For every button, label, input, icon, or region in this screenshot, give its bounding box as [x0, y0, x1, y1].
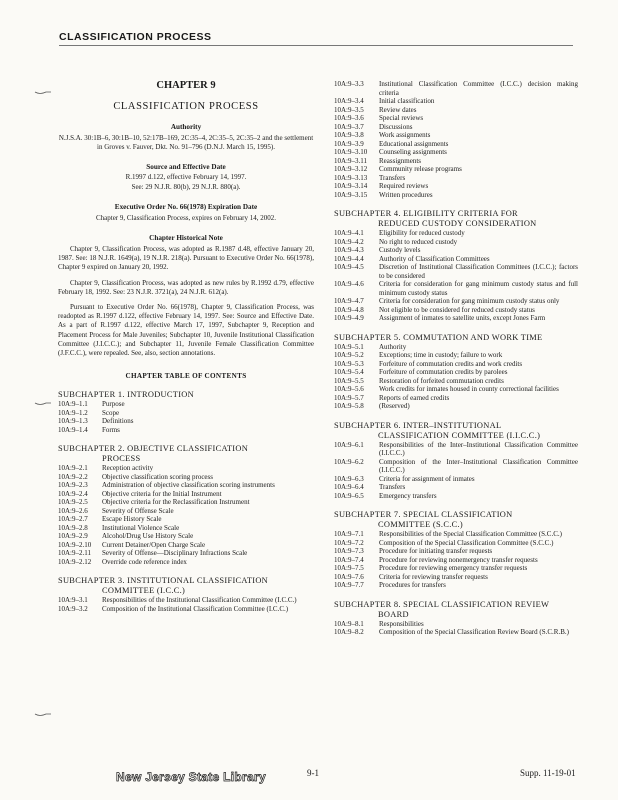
- section-number: 10A:9–6.4: [334, 483, 364, 491]
- section-number: 10A:9–3.4: [334, 97, 364, 105]
- supplement-date: Supp. 11-19-01: [520, 768, 576, 778]
- section-number: 10A:9–2.3: [58, 481, 88, 490]
- section-title: Purpose: [102, 400, 125, 409]
- section-title: Escape History Scale: [102, 515, 162, 524]
- section-number: 10A:9–5.7: [334, 393, 364, 402]
- toc-entry: [334, 539, 578, 548]
- toc-entry: [334, 628, 578, 637]
- section-title: Reassignments: [379, 156, 421, 165]
- section-number: 10A:9–6.5: [334, 491, 364, 500]
- toc-entry: [334, 140, 578, 149]
- section-title: Responsibilities of the Special Classification Committee (S.C.C.): [379, 530, 562, 538]
- section-number: 10A:9–4.8: [334, 305, 364, 314]
- toc-entry: [58, 417, 314, 426]
- toc-entry: [58, 464, 314, 473]
- subchapter-5: [334, 333, 578, 411]
- section-title: Restoration of forfeited commutation credits: [379, 376, 504, 385]
- section-title: Current Detainer/Open Charge Scale: [102, 540, 206, 549]
- section-title: Responsibilities of the Institutional Classification Committee (I.C.C.): [102, 596, 297, 605]
- toc-entry: [334, 573, 578, 582]
- subchapter-heading: [334, 421, 578, 441]
- toc-entry: [334, 80, 578, 97]
- section-number: 10A:9–7.6: [334, 572, 364, 581]
- section-number: 10A:9–2.9: [58, 532, 88, 541]
- toc-entry: [58, 549, 314, 558]
- toc-entry: [334, 547, 578, 556]
- section-number: 10A:9–5.5: [334, 376, 364, 385]
- toc-entry: [58, 541, 314, 550]
- section-title: Scope: [102, 408, 120, 417]
- toc-entry: [58, 490, 314, 499]
- subchapter-heading-line: CLASSIFICATION COMMITTEE (I.I.C.C.): [378, 430, 541, 440]
- section-number: 10A:9–7.5: [334, 564, 364, 572]
- section-title: Override code reference index: [102, 557, 187, 566]
- toc-entry: [58, 605, 314, 614]
- section-number: 10A:9–3.6: [334, 114, 364, 122]
- section-title: (Reserved): [379, 402, 410, 410]
- toc-entry: [334, 191, 578, 200]
- section-title: Administration of objective classification scoring instruments: [102, 481, 275, 490]
- section-number: 10A:9–3.7: [334, 122, 364, 131]
- expiration-text: Chapter 9, Classification Process, expires on February 14, 2002.: [95, 213, 277, 222]
- toc-entry: [334, 314, 578, 323]
- toc-entry: [334, 297, 578, 306]
- library-stamp: New Jersey State Library: [116, 770, 266, 784]
- toc-entry: [58, 481, 314, 490]
- section-title: Responsibilities: [379, 619, 424, 628]
- section-number: 10A:9–3.9: [334, 139, 364, 148]
- toc-entry: [334, 280, 578, 297]
- toc-entry: [58, 409, 314, 418]
- chapter-title: CLASSIFICATION PROCESS: [113, 101, 259, 112]
- history-paragraph: Chapter 9, Classification Process, was adopted as R.1987 d.48, effective January 20, 1987. See: 18 N.J.R. 1649(a), 19 N.J.R. 218(a). Pursuant to Executive Order No. 66(1978), Chapter 9 expired on January 20, 1992.: [58, 245, 314, 272]
- toc-entry: [334, 360, 578, 369]
- section-title: Criteria for assignment of inmates: [379, 474, 475, 483]
- source-line-1: R.1997 d.122, effective February 14, 1997.: [125, 173, 247, 182]
- toc-entry: [334, 306, 578, 315]
- section-title: Objective criteria for the Initial Instrument: [102, 489, 222, 498]
- section-title: Forfeiture of commutation credits and work credits: [379, 359, 523, 368]
- section-number: 10A:9–3.8: [334, 131, 364, 139]
- section-number: 10A:9–3.15: [334, 190, 368, 199]
- toc-entry: [334, 475, 578, 484]
- subchapter-heading-line: PROCESS: [102, 454, 141, 464]
- subchapter-heading-line: SUBCHAPTER 4. ELIGIBILITY CRITERIA FOR: [334, 209, 518, 218]
- section-number: 10A:9–1.4: [58, 425, 88, 434]
- section-number: 10A:9–4.1: [334, 229, 364, 237]
- section-title: Reports of earned credits: [379, 393, 450, 402]
- section-title: Transfers: [379, 483, 406, 491]
- toc-entry: [334, 165, 578, 174]
- header-rule: [59, 45, 573, 46]
- toc-entry: [334, 530, 578, 539]
- toc-entry: [58, 515, 314, 524]
- section-number: 10A:9–3.3: [334, 80, 364, 88]
- subchapter-3-continued: [334, 80, 578, 199]
- section-title: Criteria for reviewing transfer requests: [379, 572, 488, 581]
- section-number: 10A:9–2.2: [58, 472, 88, 481]
- page-number: 9-1: [307, 768, 319, 778]
- section-number: 10A:9–5.6: [334, 385, 364, 393]
- toc-entry: [334, 148, 578, 157]
- section-title: Composition of the Special Classification Review Board (S.C.R.B.): [379, 628, 569, 636]
- subchapter-3: [58, 576, 314, 613]
- toc-title: CHAPTER TABLE OF CONTENTS: [125, 372, 247, 381]
- section-number: 10A:9–4.4: [334, 254, 364, 263]
- section-title: Discretion of Institutional Classification Committees (I.C.C.); factors to be considered: [379, 263, 578, 280]
- section-number: 10A:9–4.7: [334, 297, 364, 305]
- section-title: Severity of Offense Scale: [102, 506, 174, 515]
- subchapter-heading: [334, 209, 578, 229]
- toc-entry: [334, 483, 578, 492]
- source-line-2: See: 29 N.J.R. 80(b), 29 N.J.R. 880(a).: [131, 182, 241, 191]
- section-title: Written procedures: [379, 190, 433, 199]
- section-title: Criteria for consideration for gang minimum custody status and full minimum custody status: [379, 280, 578, 297]
- toc-entry: [58, 507, 314, 516]
- toc-entry: [334, 385, 578, 394]
- toc-entry: [334, 263, 578, 280]
- toc-entry: [58, 400, 314, 409]
- toc-entry: [334, 255, 578, 264]
- section-number: 10A:9–7.1: [334, 530, 364, 538]
- toc-entry: [58, 532, 314, 541]
- section-title: Transfers: [379, 173, 406, 182]
- chapter-number: CHAPTER 9: [156, 80, 216, 91]
- toc-entry: [334, 458, 578, 475]
- history-paragraph: Pursuant to Executive Order No. 66(1978), Chapter 9, Classification Process, was readopted as R.1997 d.122, effective February 14, 1997. See: Source and Effective Date. As a part of R.1997 d.122, effective March 17, 1997, Subchapter 9, Reception and Placement Process for Male Juveniles; Subchapter 10, Juvenile Institutional Classification Committee (J.I.C.C.); and Subchapter 11, Juvenile Female Classification Committee (J.F.C.C.), were repealed. See, also, section annotations.: [58, 303, 314, 358]
- toc-entry: [334, 556, 578, 565]
- section-number: 10A:9–5.3: [334, 359, 364, 368]
- section-title: Procedure for reviewing emergency transfer requests: [379, 564, 528, 572]
- section-title: Reception activity: [102, 464, 154, 473]
- toc-entry: [334, 441, 578, 458]
- section-number: 10A:9–3.13: [334, 173, 368, 182]
- toc-entry: [58, 558, 314, 567]
- running-header: CLASSIFICATION PROCESS: [59, 31, 212, 43]
- toc-entry: [334, 620, 578, 629]
- left-column: [58, 80, 314, 613]
- section-title: Counseling assignments: [379, 148, 447, 156]
- section-number: 10A:9–2.7: [58, 515, 88, 524]
- subchapter-heading-line: COMMITTEE (S.C.C.): [378, 520, 463, 529]
- section-title: Custody levels: [379, 246, 421, 254]
- subchapter-heading-line: SUBCHAPTER 3. INSTITUTIONAL CLASSIFICATION: [58, 576, 269, 586]
- section-title: Eligibility for reduced custody: [379, 229, 465, 237]
- section-number: 10A:9–2.10: [58, 540, 92, 549]
- subchapter-8: [334, 600, 578, 637]
- section-title: Special reviews: [379, 114, 424, 122]
- section-title: Discussions: [379, 122, 413, 131]
- section-title: Alcohol/Drug Use History Scale: [102, 532, 194, 541]
- subchapter-heading: [58, 444, 314, 464]
- section-number: 10A:9–4.6: [334, 280, 364, 288]
- section-number: 10A:9–3.12: [334, 165, 368, 173]
- section-title: Procedures for transfers: [379, 581, 446, 589]
- section-title: Review dates: [379, 105, 417, 114]
- authority-heading: Authority: [170, 123, 202, 131]
- section-number: 10A:9–8.1: [334, 619, 364, 628]
- section-title: Composition of the Inter–Institutional Classification Committee (I.I.C.C.): [379, 457, 578, 474]
- section-number: 10A:9–2.1: [58, 464, 88, 473]
- toc-entry: [334, 123, 578, 132]
- subchapter-heading: [58, 390, 314, 400]
- history-paragraph: Chapter 9, Classification Process, was adopted as new rules by R.1992 d.79, effective February 18, 1992. See: 23 N.J.R. 3721(a), 24 N.J.R. 612(a).: [58, 278, 314, 296]
- toc-entry: [58, 524, 314, 533]
- section-number: 10A:9–2.6: [58, 506, 88, 515]
- section-number: 10A:9–5.8: [334, 402, 364, 410]
- toc-entry: [334, 229, 578, 238]
- section-title: Assignment of inmates to satellite units, except Jones Farm: [379, 314, 546, 322]
- toc-entry: [334, 174, 578, 183]
- authority-text: N.J.S.A. 30:1B–6, 30:1B–10, 52:17B–169, 2C:35–4, 2C:35–5, 2C:35–2 and the settlement in Groves v. Fauver, Dkt. No. 91–796 (D.N.J. March 15, 1995).: [58, 134, 314, 152]
- toc-entry: [334, 106, 578, 115]
- toc-entry: [334, 343, 578, 352]
- subchapter-2: [58, 444, 314, 566]
- history-heading: Chapter Historical Note: [149, 234, 223, 243]
- section-title: Authority: [379, 342, 407, 351]
- left-toc: [58, 390, 314, 613]
- toc-entry: [334, 238, 578, 247]
- section-title: Procedure for reviewing nonemergency transfer requests: [379, 555, 538, 564]
- section-number: 10A:9–5.1: [334, 342, 364, 351]
- subchapter-1: [58, 390, 314, 434]
- subchapter-heading-line: SUBCHAPTER 7. SPECIAL CLASSIFICATION: [334, 510, 513, 519]
- section-number: 10A:9–5.2: [334, 351, 364, 359]
- section-number: 10A:9–7.2: [334, 538, 364, 547]
- section-number: 10A:9–2.11: [58, 549, 91, 558]
- toc-entry: [334, 131, 578, 140]
- section-title: Institutional Classification Committee (I.C.C.) decision making criteria: [379, 80, 578, 97]
- section-title: Criteria for consideration for gang minimum custody status only: [379, 297, 560, 305]
- source-heading: Source and Effective Date: [146, 163, 226, 172]
- section-number: 10A:9–3.10: [334, 148, 368, 156]
- toc-entry: [334, 157, 578, 166]
- section-number: 10A:9–3.2: [58, 604, 88, 613]
- section-title: Procedure for initiating transfer requests: [379, 547, 493, 555]
- section-number: 10A:9–2.4: [58, 489, 88, 498]
- section-title: Definitions: [102, 417, 134, 426]
- toc-entry: [334, 351, 578, 360]
- subchapter-heading-line: SUBCHAPTER 8. SPECIAL CLASSIFICATION REVIEW: [334, 599, 550, 609]
- toc-entry: [334, 581, 578, 590]
- subchapter-heading: [334, 510, 578, 530]
- subchapter-heading: [58, 576, 314, 596]
- section-title: Authority of Classification Committees: [379, 254, 490, 263]
- toc-entry: [58, 596, 314, 605]
- section-title: Work assignments: [379, 131, 431, 139]
- section-title: No right to reduced custody: [379, 237, 458, 246]
- section-title: Objective classification scoring process: [102, 472, 213, 481]
- toc-entry: [334, 246, 578, 255]
- expiration-heading: Executive Order No. 66(1978) Expiration Date: [114, 202, 258, 211]
- section-number: 10A:9–8.2: [334, 628, 364, 636]
- section-number: 10A:9–5.4: [334, 368, 364, 376]
- toc-entry: [58, 426, 314, 435]
- subchapter-heading-line: COMMITTEE (I.C.C.): [102, 586, 186, 596]
- section-title: Initial classification: [379, 97, 435, 105]
- subchapter-6: [334, 421, 578, 501]
- section-number: 10A:9–3.5: [334, 105, 364, 114]
- toc-entry: [58, 498, 314, 507]
- binding-mark-icon: [34, 711, 52, 717]
- subchapter-heading-line: BOARD: [378, 609, 409, 619]
- subchapter-4: [334, 209, 578, 323]
- toc-entry: [334, 394, 578, 403]
- section-title: Required reviews: [379, 182, 429, 190]
- subchapter-7: [334, 510, 578, 590]
- section-number: 10A:9–2.8: [58, 523, 88, 532]
- section-number: 10A:9–6.2: [334, 457, 364, 466]
- toc-entry: [334, 368, 578, 377]
- section-title: Educational assignments: [379, 139, 449, 148]
- section-number: 10A:9–6.3: [334, 474, 364, 483]
- section-title: Emergency transfers: [379, 491, 437, 500]
- section-title: Community release programs: [379, 165, 462, 173]
- section-title: Severity of Offense—Disciplinary Infractions Scale: [102, 549, 248, 558]
- subchapter-heading-line: SUBCHAPTER 6. INTER–INSTITUTIONAL: [334, 420, 502, 430]
- section-title: Forfeiture of commutation credits by parolees: [379, 368, 508, 376]
- right-column: [334, 80, 578, 637]
- toc-entry: [334, 564, 578, 573]
- section-number: 10A:9–4.2: [334, 237, 364, 246]
- subchapter-heading-line: SUBCHAPTER 1. INTRODUCTION: [58, 390, 194, 400]
- section-title: Exceptions; time in custody; failure to work: [379, 351, 503, 359]
- section-title: Responsibilities of the Inter–Institutional Classification Committee (I.I.C.C.): [379, 440, 578, 457]
- section-title: Composition of the Special Classification Committee (S.C.C.): [379, 538, 554, 547]
- section-number: 10A:9–1.1: [58, 400, 88, 409]
- binding-mark-icon: [34, 89, 52, 95]
- section-number: 10A:9–7.7: [334, 581, 364, 589]
- section-number: 10A:9–7.3: [334, 547, 364, 555]
- toc-entry: [334, 114, 578, 123]
- binding-mark-icon: [34, 400, 52, 406]
- subchapter-heading-line: SUBCHAPTER 5. COMMUTATION AND WORK TIME: [334, 332, 543, 342]
- section-number: 10A:9–4.5: [334, 263, 364, 271]
- toc-entry: [334, 182, 578, 191]
- section-number: 10A:9–2.5: [58, 498, 88, 507]
- toc-entry: [334, 97, 578, 106]
- section-title: Composition of the Institutional Classification Committee (I.C.C.): [102, 604, 289, 613]
- section-number: 10A:9–6.1: [334, 440, 364, 449]
- section-number: 10A:9–4.9: [334, 314, 364, 322]
- section-number: 10A:9–7.4: [334, 555, 364, 564]
- section-number: 10A:9–3.11: [334, 156, 367, 165]
- section-number: 10A:9–3.14: [334, 182, 368, 190]
- subchapter-heading-line: SUBCHAPTER 2. OBJECTIVE CLASSIFICATION: [58, 444, 249, 454]
- section-number: 10A:9–2.12: [58, 557, 92, 566]
- section-title: Objective criteria for the Reclassification Instrument: [102, 498, 250, 507]
- subchapter-heading: [334, 600, 578, 620]
- toc-entry: [334, 402, 578, 411]
- toc-entry: [334, 492, 578, 501]
- section-number: 10A:9–3.1: [58, 596, 88, 605]
- subchapter-heading: [334, 333, 578, 343]
- toc-entry: [58, 473, 314, 482]
- toc-entry: [334, 377, 578, 386]
- section-title: Work credits for inmates housed in county correctional facilities: [379, 385, 559, 393]
- section-number: 10A:9–1.2: [58, 408, 88, 417]
- subchapter-heading-line: REDUCED CUSTODY CONSIDERATION: [378, 219, 537, 228]
- section-title: Forms: [102, 425, 120, 434]
- section-number: 10A:9–4.3: [334, 246, 364, 254]
- section-number: 10A:9–1.3: [58, 417, 88, 426]
- section-title: Institutional Violence Scale: [102, 523, 180, 532]
- section-title: Not eligible to be considered for reduced custody status: [379, 305, 535, 314]
